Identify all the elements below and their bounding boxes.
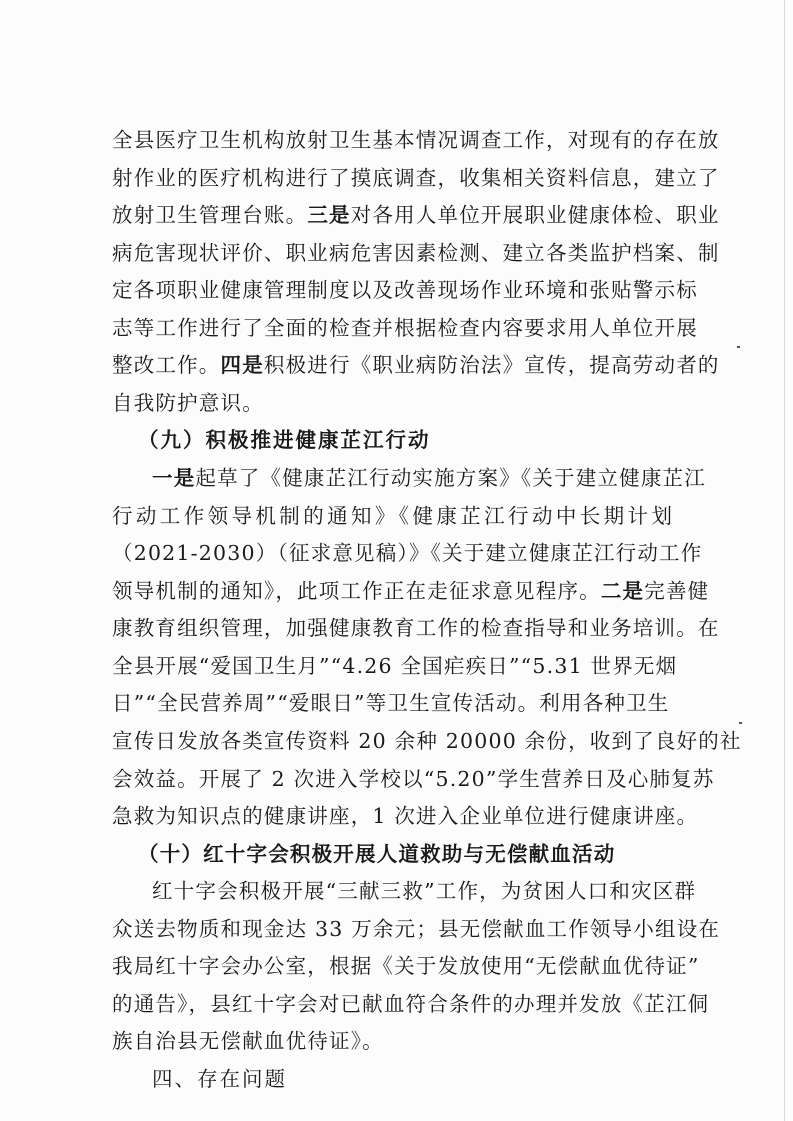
- section9-line: 一是起草了《健康芷江行动实施方案》《关于建立健康芷江: [152, 466, 706, 490]
- paragraph1-line: 自我防护意识。: [112, 391, 264, 415]
- section10-line: 我局红十字会办公室，根据《关于发放使用“无偿献血优待证”: [112, 954, 700, 978]
- section9-heading: （九）积极推进健康芷江行动: [138, 428, 431, 452]
- scan-edge: [784, 0, 785, 1121]
- section10-line: 的通告》，县红十字会对已献血符合条件的办理并发放《芷江侗: [112, 992, 710, 1016]
- section9-line: 康教育组织管理，加强健康教育工作的检查指导和业务培训。在: [112, 616, 720, 640]
- section9-line: 急救为知识点的健康讲座，1 次进入企业单位进行健康讲座。: [112, 804, 699, 828]
- section10-line: 族自治县无偿献血优待证》。: [112, 1029, 384, 1053]
- paragraph1-line: 志等工作进行了全面的检查并根据检查内容要求用人单位开展: [112, 316, 698, 340]
- section9-line: 全县开展“爱国卫生月”“4.26 全国疟疾日”“5.31 世界无烟: [112, 654, 678, 678]
- section10-line: 众送去物质和现金达 33 万余元；县无偿献血工作领导小组设在: [112, 917, 721, 941]
- section9-line: （2021-2030）（征求意见稿）》《关于建立健康芷江行动工作: [112, 541, 703, 565]
- paragraph1-line: 病危害现状评价、职业病危害因素检测、建立各类监护档案、制: [112, 241, 720, 265]
- section10-line: 红十字会积极开展“三献三救”工作，为贫困人口和灾区群: [152, 879, 697, 903]
- section9-line: 宣传日发放各类宣传资料 20 余种 20000 余份，收到了良好的社: [112, 729, 742, 753]
- section9-line: 日”“全民营养周”“爱眼日”等卫生宣传活动。利用各种卫生: [112, 691, 670, 715]
- paragraph1-line: 放射卫生管理台账。三是对各用人单位开展职业健康体检、职业: [112, 203, 720, 227]
- paragraph1-line: 整改工作。四是积极进行《职业病防治法》宣传，提高劳动者的: [112, 353, 720, 377]
- section9-line: 领导机制的通知》，此项工作正在走征求意见程序。二是完善健: [112, 579, 710, 603]
- scan-speck: [737, 346, 740, 348]
- paragraph1-line: 射作业的医疗机构进行了摸底调查，收集相关资料信息，建立了: [112, 166, 720, 190]
- section9-line: 行动工作领导机制的通知》《健康芷江行动中长期计划: [112, 504, 676, 528]
- section4-heading: 四、存在问题: [152, 1067, 287, 1091]
- section9-line: 会效益。开展了 2 次进入学校以“5.20”学生营养日及心肺复苏: [112, 767, 715, 791]
- section10-heading: （十）红十字会积极开展人道救助与无偿献血活动: [138, 842, 616, 866]
- paragraph1-line: 定各项职业健康管理制度以及改善现场作业环境和张贴警示标: [112, 278, 698, 302]
- paragraph1-line: 全县医疗卫生机构放射卫生基本情况调查工作，对现有的存在放: [112, 128, 720, 152]
